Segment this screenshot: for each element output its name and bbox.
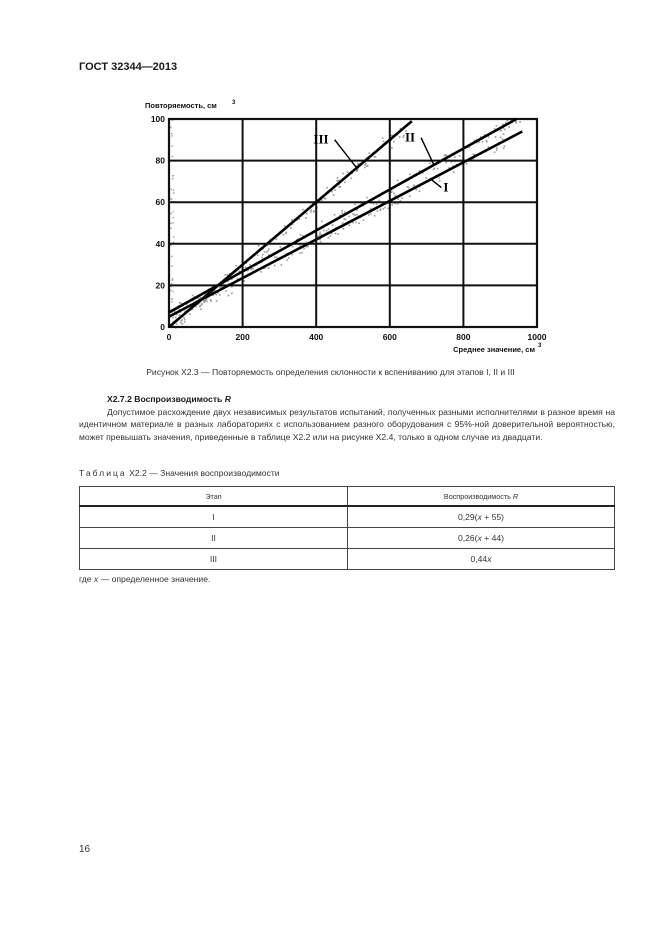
x-axis-label: Среднее значение, см: [453, 345, 535, 354]
scatter-point: [180, 302, 182, 304]
scatter-point: [382, 208, 384, 210]
scatter-point: [416, 189, 418, 191]
header-stage: Этап: [80, 487, 348, 507]
scatter-point: [505, 122, 507, 124]
scatter-point: [482, 141, 484, 143]
scatter-point: [200, 305, 202, 307]
scatter-point: [303, 248, 305, 250]
value-cell: [348, 506, 615, 528]
scatter-point: [413, 185, 415, 187]
x-tick-label: 0: [166, 332, 172, 342]
figure-caption: Рисунок Х2.3 — Повторяемость определения склонности к вспениванию для этапов I, II и III: [146, 367, 515, 377]
scatter-point: [310, 209, 312, 211]
scatter-point: [173, 175, 174, 176]
header-reproducibility-label: Воспроизводимость: [443, 491, 511, 501]
scatter-point: [171, 133, 172, 134]
scatter-point: [472, 154, 474, 156]
scatter-point: [172, 217, 173, 218]
scatter-point: [367, 165, 369, 167]
scatter-point: [366, 197, 368, 199]
scatter-point: [170, 198, 171, 199]
scatter-point: [337, 233, 339, 235]
value-pre: 0,29(: [457, 512, 478, 522]
scatter-point: [508, 126, 510, 128]
scatter-point: [377, 210, 379, 212]
scatter-point: [250, 269, 252, 271]
scatter-point: [326, 230, 328, 232]
scatter-point: [363, 219, 365, 221]
scatter-point: [261, 257, 263, 259]
scatter-point: [439, 177, 441, 179]
scatter-point: [503, 148, 505, 150]
scatter-point: [170, 290, 171, 291]
scatter-point: [321, 221, 323, 223]
scatter-point: [225, 290, 227, 292]
scatter-point: [172, 211, 173, 212]
scatter-point: [378, 200, 380, 202]
value-var: x: [477, 533, 482, 543]
scatter-point: [519, 121, 521, 123]
scatter-point: [380, 208, 382, 210]
scatter-point: [291, 254, 293, 256]
y-tick-label: 40: [155, 238, 165, 249]
scatter-point: [172, 178, 173, 179]
scatter-point: [170, 213, 171, 214]
scatter-point: [203, 300, 205, 302]
scatter-point: [356, 214, 358, 216]
scatter-point: [286, 232, 288, 234]
scatter-point: [459, 155, 461, 157]
scatter-point: [276, 257, 278, 259]
scatter-point: [354, 203, 356, 205]
scatter-point: [343, 218, 345, 220]
scatter-point: [364, 167, 366, 169]
x-tick-label: 800: [456, 332, 471, 342]
scatter-point: [210, 300, 212, 302]
scatter-point: [184, 321, 186, 323]
scatter-point: [495, 136, 497, 138]
scatter-point: [302, 209, 304, 211]
scatter-point: [391, 147, 393, 149]
scatter-point: [344, 211, 346, 213]
x-tick-label: 1000: [527, 332, 547, 342]
scatter-point: [192, 295, 194, 297]
scatter-point: [264, 251, 266, 253]
table-header-row: [80, 487, 615, 507]
scatter-point: [228, 295, 230, 297]
scatter-point: [189, 313, 191, 315]
scatter-point: [172, 279, 173, 280]
value-pre: 0,44: [470, 554, 488, 564]
scatter-point: [445, 162, 447, 164]
scatter-point: [429, 163, 431, 165]
scatter-point: [376, 203, 378, 205]
scatter-point: [504, 129, 506, 131]
scatter-point: [179, 314, 181, 316]
stage-cell: III: [80, 549, 348, 570]
scatter-point: [235, 265, 237, 267]
scatter-point: [494, 152, 496, 154]
scatter-point: [286, 259, 288, 261]
scatter-point: [445, 154, 447, 156]
scatter-point: [274, 256, 276, 258]
scatter-point: [245, 267, 247, 269]
scatter-point: [268, 248, 270, 250]
scatter-point: [323, 230, 325, 232]
scatter-point: [282, 234, 284, 236]
scatter-point: [292, 246, 294, 248]
scatter-point: [206, 301, 208, 303]
y-axis-label: Повторяемость, см: [145, 101, 217, 110]
scatter-point: [500, 137, 502, 139]
scatter-point: [425, 177, 427, 179]
scatter-point: [342, 173, 344, 175]
series-label-II: II: [404, 129, 416, 145]
scatter-point: [406, 186, 408, 188]
body-paragraph: Допустимое расхождение двух независимых результатов испытаний, полученных разными исполнителями в разное время на идентичном материале в разных лабораториях с использованием разного оборудования с 95%-ной доверительной вероятностью, может превышать значения, приведенные в таблице Х2.2 или на рисунке Х2.4, только в одном случае из двадцати.: [79, 407, 615, 442]
scatter-point: [179, 302, 181, 304]
scatter-point: [354, 214, 356, 216]
scatter-point: [299, 252, 301, 254]
scatter-point: [437, 168, 439, 170]
scatter-point: [344, 181, 346, 183]
y-tick-label: 0: [160, 322, 165, 332]
scatter-point: [375, 156, 377, 158]
scatter-point: [172, 135, 173, 136]
scatter-point: [419, 191, 421, 193]
scatter-point: [335, 233, 337, 235]
scatter-point: [338, 186, 340, 188]
scatter-point: [171, 256, 172, 257]
scatter-point: [204, 300, 206, 302]
scatter-point: [183, 317, 185, 319]
scatter-point: [328, 237, 330, 239]
x-tick-label: 400: [309, 332, 324, 342]
table-note: [79, 574, 210, 584]
scatter-point: [172, 145, 173, 146]
note-where: где: [79, 574, 92, 584]
scatter-point: [267, 250, 269, 252]
scatter-point: [368, 214, 370, 216]
scatter-point: [172, 317, 174, 319]
scatter-point: [488, 136, 490, 138]
scatter-point: [466, 163, 468, 165]
scatter-point: [301, 252, 303, 254]
scatter-point: [345, 218, 347, 220]
note-var: x: [93, 574, 99, 584]
scatter-point: [402, 136, 404, 138]
scatter-point: [219, 294, 221, 296]
scatter-point: [224, 274, 226, 276]
scatter-point: [172, 156, 173, 157]
scatter-point: [454, 156, 456, 158]
scatter-point: [500, 130, 502, 132]
scatter-point: [300, 234, 302, 236]
note-text: — определенное значение.: [98, 574, 211, 584]
scatter-point: [357, 163, 359, 165]
section-title: Воспроизводимость: [134, 394, 223, 404]
table-title-text: Х2.2 — Значения воспроизводимости: [129, 468, 280, 478]
scatter-point: [409, 174, 411, 176]
value-post: + 44): [481, 533, 505, 543]
value-var: x: [487, 554, 492, 564]
scatter-point: [342, 222, 344, 224]
scatter-point: [348, 224, 350, 226]
scatter-point: [313, 210, 315, 212]
scatter-point: [373, 203, 375, 205]
scatter-point: [401, 197, 403, 199]
scatter-point: [374, 215, 376, 217]
scatter-point: [347, 171, 349, 173]
x-tick-label: 600: [382, 332, 397, 342]
scatter-point: [515, 122, 517, 124]
scatter-point: [281, 264, 283, 266]
scatter-point: [291, 219, 293, 221]
scatter-point: [182, 323, 184, 325]
section-symbol: R: [224, 394, 231, 404]
scatter-point: [201, 303, 203, 305]
scatter-point: [384, 207, 386, 209]
scatter-point: [496, 147, 498, 149]
table-row: [80, 549, 615, 570]
scatter-point: [320, 241, 322, 243]
scatter-point: [170, 223, 171, 224]
scatter-point: [341, 212, 343, 214]
scatter-point: [328, 228, 330, 230]
scatter-point: [290, 227, 292, 229]
scatter-point: [231, 292, 233, 294]
scatter-point: [280, 246, 282, 248]
page-header: ГОСТ 32344—2013: [79, 61, 178, 73]
scatter-point: [496, 125, 498, 127]
scatter-point: [170, 127, 171, 128]
table-row: [80, 528, 615, 549]
table-row: [80, 506, 615, 528]
reproducibility-table: [79, 486, 615, 570]
scatter-point: [200, 309, 202, 311]
scatter-point: [333, 194, 335, 196]
scatter-point: [393, 192, 395, 194]
scatter-point: [368, 152, 370, 154]
stage-cell: II: [80, 528, 348, 549]
scatter-point: [325, 198, 327, 200]
scatter-point: [319, 232, 321, 234]
scatter-point: [180, 320, 182, 322]
scatter-point: [307, 245, 309, 247]
scatter-point: [317, 235, 319, 237]
y-axis-label-sup: 3: [232, 100, 236, 106]
scatter-point: [383, 140, 385, 142]
scatter-point: [243, 280, 245, 282]
scatter-point: [355, 222, 357, 224]
scatter-point: [252, 268, 254, 270]
scatter-point: [171, 298, 172, 299]
scatter-point: [504, 145, 506, 147]
scatter-point: [249, 264, 251, 266]
scatter-point: [172, 291, 173, 292]
scatter-point: [172, 278, 173, 279]
scatter-point: [172, 222, 173, 223]
scatter-point: [334, 214, 336, 216]
scatter-point: [306, 213, 308, 215]
scatter-point: [348, 216, 350, 218]
scatter-point: [502, 138, 504, 140]
value-var: x: [477, 512, 482, 522]
scatter-point: [274, 265, 276, 267]
scatter-point: [364, 164, 366, 166]
page-number: 16: [79, 844, 91, 855]
scatter-point: [257, 255, 259, 257]
table-title: [79, 468, 280, 478]
x-axis-label-sup: 3: [538, 343, 542, 349]
scatter-point: [358, 222, 360, 224]
scatter-point: [350, 178, 352, 180]
scatter-point: [329, 235, 331, 237]
scatter-point: [258, 245, 260, 247]
scatter-point: [439, 180, 441, 182]
scatter-point: [397, 203, 399, 205]
scatter-point: [175, 317, 177, 319]
scatter-point: [503, 133, 505, 135]
y-tick-label: 80: [155, 155, 165, 166]
scatter-point: [184, 319, 186, 321]
scatter-point: [288, 257, 290, 259]
scatter-point: [176, 323, 178, 325]
scatter-point: [336, 180, 338, 182]
scatter-point: [341, 210, 343, 212]
scatter-point: [170, 228, 171, 229]
scatter-point: [409, 195, 411, 197]
scatter-point: [486, 140, 488, 142]
scatter-point: [331, 191, 333, 193]
value-pre: 0,26(: [457, 533, 478, 543]
scatter-point: [391, 204, 393, 206]
scatter-point: [226, 274, 228, 276]
scatter-point: [453, 171, 455, 173]
scatter-point: [394, 195, 396, 197]
scatter-point: [332, 224, 334, 226]
scatter-point: [433, 169, 435, 171]
scatter-point: [310, 211, 312, 213]
scatter-point: [171, 301, 172, 302]
scatter-point: [399, 136, 401, 138]
scatter-point: [215, 294, 217, 296]
scatter-point: [370, 213, 372, 215]
scatter-point: [337, 177, 339, 179]
series-label-I: I: [443, 179, 449, 195]
scatter-point: [408, 187, 410, 189]
scatter-point: [170, 189, 171, 190]
scatter-point: [334, 189, 336, 191]
scatter-point: [305, 217, 307, 219]
scatter-point: [397, 180, 399, 182]
scatter-point: [180, 322, 182, 324]
section-heading: [107, 394, 231, 404]
scatter-point: [382, 137, 384, 139]
scatter-point: [276, 238, 278, 240]
scatter-point: [391, 191, 393, 193]
header-reproducibility-symbol: R: [512, 491, 519, 501]
scatter-point: [170, 245, 171, 246]
table-title-prefix: Таблица: [79, 468, 127, 478]
scatter-point: [496, 149, 498, 151]
scatter-point: [326, 187, 328, 189]
y-tick-label: 100: [150, 114, 165, 124]
scatter-point: [343, 228, 345, 230]
header-reproducibility: [348, 487, 615, 507]
series-label-III: III: [313, 131, 329, 147]
y-tick-label: 20: [155, 280, 165, 291]
scatter-point: [268, 267, 270, 269]
value-post: + 55): [481, 512, 505, 522]
scatter-point: [397, 198, 399, 200]
y-tick-label: 60: [155, 197, 165, 208]
scatter-point: [173, 189, 174, 190]
scatter-point: [387, 208, 389, 210]
scatter-point: [216, 300, 218, 302]
scatter-point: [479, 141, 481, 143]
scatter-point: [393, 141, 395, 143]
scatter-point: [262, 254, 264, 256]
chart: [130, 94, 560, 356]
scatter-point: [340, 186, 342, 188]
scatter-point: [171, 265, 172, 266]
scatter-point: [173, 236, 174, 237]
value-cell: [348, 528, 615, 549]
scatter-point: [171, 283, 172, 284]
scatter-point: [173, 192, 174, 193]
section-number: Х2.7.2: [107, 394, 132, 404]
scatter-point: [352, 222, 354, 224]
stage-cell: I: [80, 506, 348, 528]
x-tick-label: 200: [235, 332, 250, 342]
value-cell: [348, 549, 615, 570]
scatter-point: [370, 208, 372, 210]
scatter-point: [260, 271, 262, 273]
